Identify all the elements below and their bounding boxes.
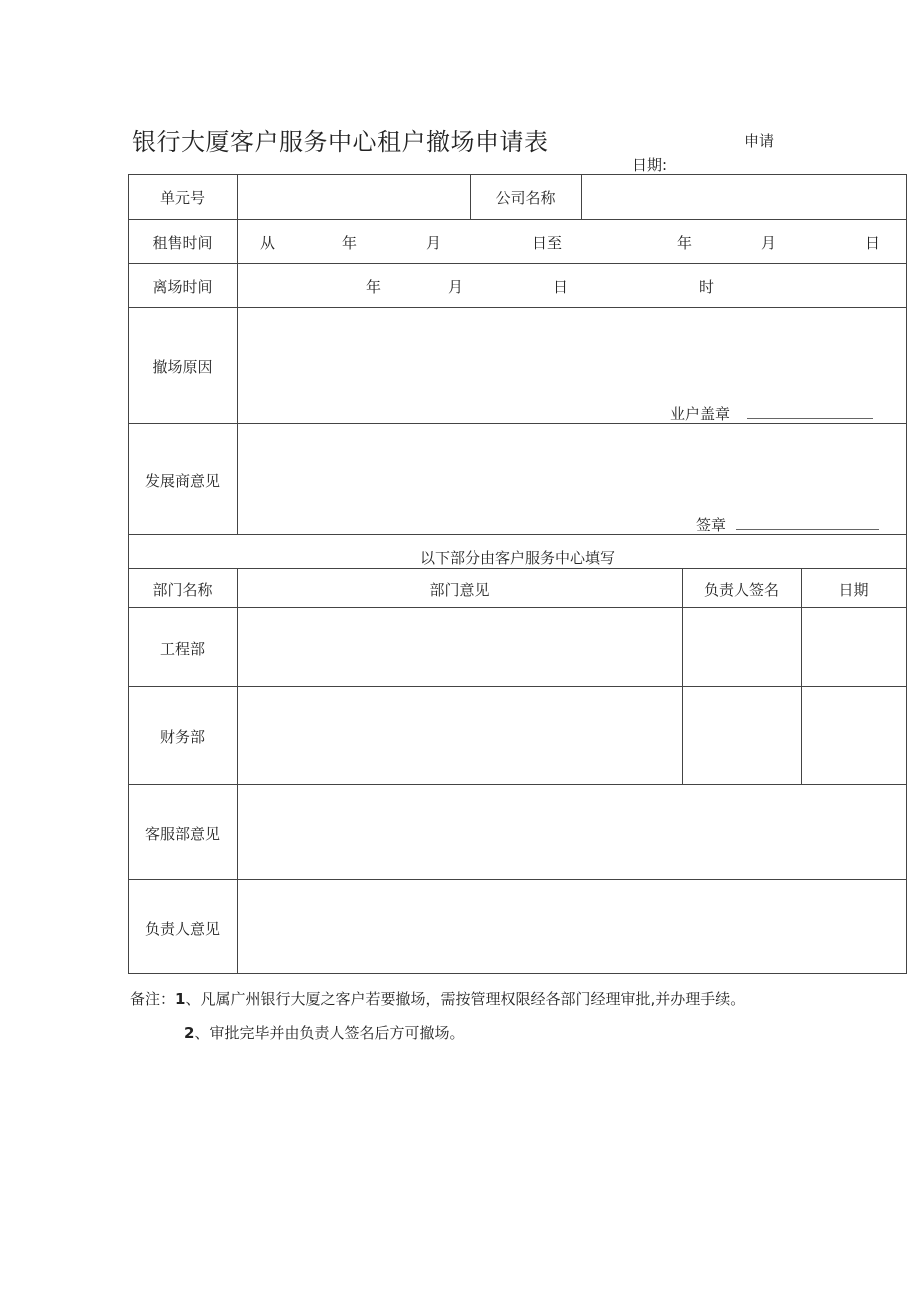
finance-opinion-input[interactable] [238, 687, 681, 783]
grid-line [128, 219, 907, 220]
note-1-text: 、凡属广州银行大厦之客户若要撤场，需按管理权限经各部门经理审批,并办理手续。 [185, 990, 746, 1008]
company-label: 公司名称 [495, 189, 556, 207]
developer-label: 发展商意见 [144, 472, 220, 490]
section-note: 以下部分由客户服务中心填写 [419, 549, 615, 567]
developer-input[interactable] [238, 424, 905, 508]
reason-label: 撤场原因 [152, 358, 213, 376]
note-1 [130, 988, 745, 1009]
signer-col-header: 负责人签名 [703, 581, 779, 599]
date-col-header: 日期 [838, 581, 869, 599]
leave-year: 年 [366, 278, 382, 296]
reason-input[interactable] [238, 308, 905, 398]
grid-line [128, 263, 907, 264]
lease-month-2: 月 [761, 234, 777, 252]
leave-month: 月 [448, 278, 464, 296]
note-2-text: 、审批完毕并由负责人签名后方可撤场。 [194, 1024, 465, 1042]
service-label: 客服部意见 [144, 825, 220, 843]
engineering-opinion-input[interactable] [238, 608, 681, 685]
page-title: 银行大厦客户服务中心租户撤场申请表 [132, 128, 549, 156]
service-opinion-input[interactable] [238, 785, 905, 878]
lease-day-2: 日 [865, 234, 881, 252]
lease-label: 租售时间 [152, 234, 213, 252]
manager-label: 负责人意见 [144, 920, 220, 938]
finance-date-input[interactable] [802, 687, 905, 783]
unit-input[interactable] [238, 175, 469, 219]
leave-day: 日 [553, 278, 569, 296]
opinion-col-header: 部门意见 [429, 581, 490, 599]
apply-date-label: 日期: [632, 156, 668, 174]
grid-line [128, 534, 907, 535]
lease-day-to: 日至 [532, 234, 563, 252]
developer-seal-label: 签章 [696, 516, 727, 534]
leave-label: 离场时间 [152, 278, 213, 296]
tenant-seal-line [747, 418, 873, 419]
engineering-label: 工程部 [159, 640, 205, 658]
note-prefix: 备注： [130, 990, 176, 1008]
grid-line [128, 568, 907, 569]
engineering-date-input[interactable] [802, 608, 905, 685]
company-input[interactable] [582, 175, 905, 219]
lease-year-2: 年 [677, 234, 693, 252]
engineering-signer-input[interactable] [683, 608, 800, 685]
manager-opinion-input[interactable] [238, 880, 905, 972]
grid-line [906, 174, 907, 974]
unit-label: 单元号 [159, 189, 205, 207]
dept-col-header: 部门名称 [152, 581, 213, 599]
apply-label: 申请 [744, 132, 775, 150]
note-2 [184, 1022, 464, 1043]
developer-seal-line [736, 529, 879, 530]
lease-month-1: 月 [426, 234, 442, 252]
grid-line [128, 973, 907, 974]
finance-label: 财务部 [159, 728, 205, 746]
lease-from: 从 [260, 234, 276, 252]
note-1-number: 1 [175, 990, 186, 1008]
note-2-number: 2 [184, 1024, 195, 1042]
tenant-seal-label: 业户盖章 [670, 405, 731, 423]
lease-year-1: 年 [342, 234, 358, 252]
leave-hour: 时 [699, 278, 715, 296]
finance-signer-input[interactable] [683, 687, 800, 783]
